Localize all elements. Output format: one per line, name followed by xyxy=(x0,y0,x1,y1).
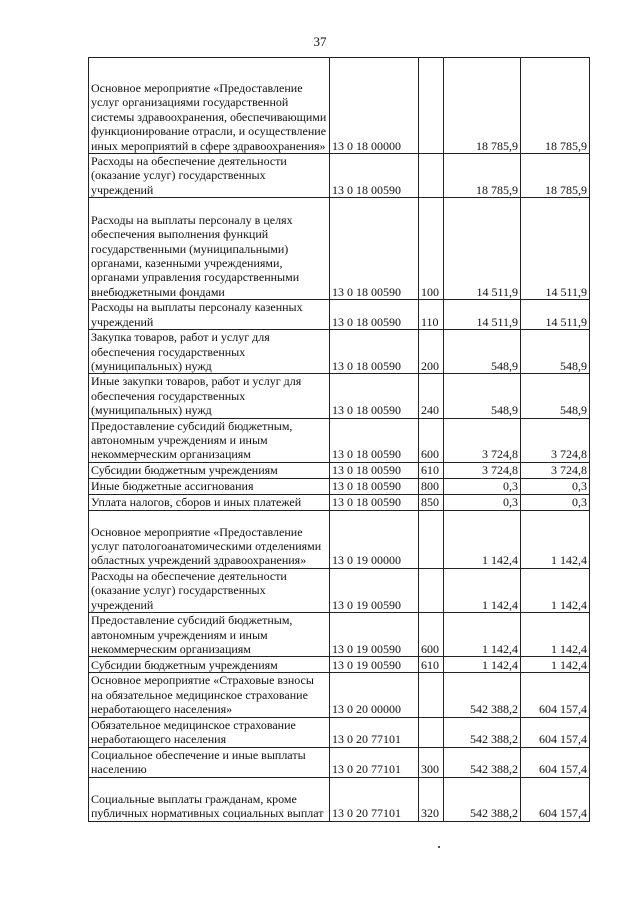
row-value-2021-cell: 0,3 xyxy=(521,478,590,494)
row-name-cell: Расходы на обеспечение деятельности (оказание услуг) государственных учреждений xyxy=(89,154,330,198)
row-expense-type-cell: 610 xyxy=(419,462,444,478)
row-code-cell: 13 0 18 00590 xyxy=(330,374,419,418)
row-value-2021-cell: 604 157,4 xyxy=(521,777,590,821)
budget-table xyxy=(88,57,590,822)
row-value-2020-cell: 18 785,9 xyxy=(444,58,521,154)
table-row xyxy=(89,777,590,821)
row-value-2020-cell: 14 511,9 xyxy=(444,300,521,330)
scan-speck xyxy=(438,846,440,848)
row-expense-type-cell xyxy=(419,510,444,568)
row-value-2020-cell: 1 142,4 xyxy=(444,613,521,657)
row-value-2021-cell: 604 157,4 xyxy=(521,747,590,777)
table-row xyxy=(89,300,590,330)
row-value-2021-cell: 1 142,4 xyxy=(521,568,590,612)
table-row xyxy=(89,418,590,462)
row-code-cell: 13 0 19 00000 xyxy=(330,510,419,568)
row-name-cell: Расходы на выплаты персоналу казенных учреждений xyxy=(89,300,330,330)
row-expense-type-cell: 300 xyxy=(419,747,444,777)
row-value-2020-cell: 542 388,2 xyxy=(444,673,521,717)
row-name-cell: Иные бюджетные ассигнования xyxy=(89,478,330,494)
table-row xyxy=(89,494,590,510)
row-expense-type-cell: 110 xyxy=(419,300,444,330)
row-value-2020-cell: 18 785,9 xyxy=(444,154,521,198)
row-name-cell: Расходы на обеспечение деятельности (оказание услуг) государственных учреждений xyxy=(89,568,330,612)
row-value-2021-cell: 548,9 xyxy=(521,374,590,418)
row-code-cell: 13 0 18 00590 xyxy=(330,300,419,330)
row-code-cell: 13 0 20 00000 xyxy=(330,673,419,717)
row-name-cell: Социальные выплаты гражданам, кроме публичных нормативных социальных выплат xyxy=(89,777,330,821)
row-name-cell: Субсидии бюджетным учреждениям xyxy=(89,657,330,673)
row-code-cell: 13 0 20 77101 xyxy=(330,717,419,747)
table-row xyxy=(89,198,590,300)
row-value-2020-cell: 1 142,4 xyxy=(444,510,521,568)
table-row xyxy=(89,374,590,418)
table-row xyxy=(89,154,590,198)
row-name-cell: Предоставление субсидий бюджетным, автономным учреждениям и иным некоммерческим организациям xyxy=(89,613,330,657)
table-row xyxy=(89,462,590,478)
table-row xyxy=(89,673,590,717)
table-row xyxy=(89,568,590,612)
row-expense-type-cell: 610 xyxy=(419,657,444,673)
row-value-2020-cell: 14 511,9 xyxy=(444,198,521,300)
row-code-cell: 13 0 20 77101 xyxy=(330,747,419,777)
row-value-2021-cell: 14 511,9 xyxy=(521,198,590,300)
row-expense-type-cell: 600 xyxy=(419,418,444,462)
row-code-cell: 13 0 18 00000 xyxy=(330,58,419,154)
row-name-cell: Предоставление субсидий бюджетным, автономным учреждениям и иным некоммерческим организациям xyxy=(89,418,330,462)
row-value-2021-cell: 1 142,4 xyxy=(521,510,590,568)
table-row xyxy=(89,510,590,568)
row-name-cell: Уплата налогов, сборов и иных платежей xyxy=(89,494,330,510)
row-value-2021-cell: 548,9 xyxy=(521,330,590,374)
row-value-2020-cell: 3 724,8 xyxy=(444,418,521,462)
row-name-cell: Иные закупки товаров, работ и услуг для обеспечения государственных (муниципальных) нужд xyxy=(89,374,330,418)
row-name-cell: Социальное обеспечение и иные выплаты населению xyxy=(89,747,330,777)
row-value-2020-cell: 1 142,4 xyxy=(444,657,521,673)
table-row xyxy=(89,747,590,777)
table-body xyxy=(89,58,590,822)
row-expense-type-cell: 850 xyxy=(419,494,444,510)
row-code-cell: 13 0 18 00590 xyxy=(330,154,419,198)
table-row xyxy=(89,657,590,673)
row-value-2021-cell: 18 785,9 xyxy=(521,154,590,198)
row-value-2021-cell: 18 785,9 xyxy=(521,58,590,154)
row-expense-type-cell: 800 xyxy=(419,478,444,494)
row-name-cell: Закупка товаров, работ и услуг для обеспечения государственных (муниципальных) нужд xyxy=(89,330,330,374)
row-name-cell: Основное мероприятие «Предоставление услуг патологоанатомическими отделениями областных учреждений здравоохранения» xyxy=(89,510,330,568)
page-number: 37 xyxy=(313,34,327,49)
row-expense-type-cell: 100 xyxy=(419,198,444,300)
row-value-2021-cell: 1 142,4 xyxy=(521,657,590,673)
row-expense-type-cell: 320 xyxy=(419,777,444,821)
row-code-cell: 13 0 19 00590 xyxy=(330,568,419,612)
row-code-cell: 13 0 19 00590 xyxy=(330,657,419,673)
row-expense-type-cell: 200 xyxy=(419,330,444,374)
row-value-2021-cell: 3 724,8 xyxy=(521,418,590,462)
row-expense-type-cell xyxy=(419,568,444,612)
row-code-cell: 13 0 18 00590 xyxy=(330,330,419,374)
row-value-2021-cell: 1 142,4 xyxy=(521,613,590,657)
row-value-2021-cell: 3 724,8 xyxy=(521,462,590,478)
row-expense-type-cell xyxy=(419,673,444,717)
row-code-cell: 13 0 18 00590 xyxy=(330,198,419,300)
row-value-2020-cell: 542 388,2 xyxy=(444,747,521,777)
row-name-cell: Расходы на выплаты персоналу в целях обеспечения выполнения функций государственными (муниципальными) органами, казенными учреждениями, органами управления государственными внебюджетными фондами xyxy=(89,198,330,300)
row-code-cell: 13 0 20 77101 xyxy=(330,777,419,821)
table-row xyxy=(89,613,590,657)
table-row xyxy=(89,58,590,154)
row-code-cell: 13 0 18 00590 xyxy=(330,494,419,510)
row-expense-type-cell xyxy=(419,154,444,198)
row-value-2021-cell: 604 157,4 xyxy=(521,717,590,747)
row-name-cell: Основное мероприятие «Страховые взносы на обязательное медицинское страхование неработающего населения» xyxy=(89,673,330,717)
row-code-cell: 13 0 18 00590 xyxy=(330,478,419,494)
row-expense-type-cell: 240 xyxy=(419,374,444,418)
row-code-cell: 13 0 19 00590 xyxy=(330,613,419,657)
row-name-cell: Обязательное медицинское страхование неработающего населения xyxy=(89,717,330,747)
row-value-2020-cell: 548,9 xyxy=(444,374,521,418)
row-value-2021-cell: 0,3 xyxy=(521,494,590,510)
row-value-2021-cell: 604 157,4 xyxy=(521,673,590,717)
row-value-2020-cell: 542 388,2 xyxy=(444,717,521,747)
row-expense-type-cell xyxy=(419,58,444,154)
row-value-2020-cell: 0,3 xyxy=(444,478,521,494)
row-value-2020-cell: 548,9 xyxy=(444,330,521,374)
row-value-2021-cell: 14 511,9 xyxy=(521,300,590,330)
table-row xyxy=(89,717,590,747)
row-code-cell: 13 0 18 00590 xyxy=(330,462,419,478)
row-code-cell: 13 0 18 00590 xyxy=(330,418,419,462)
row-value-2020-cell: 542 388,2 xyxy=(444,777,521,821)
row-expense-type-cell: 600 xyxy=(419,613,444,657)
row-value-2020-cell: 1 142,4 xyxy=(444,568,521,612)
table-row xyxy=(89,478,590,494)
row-value-2020-cell: 3 724,8 xyxy=(444,462,521,478)
row-name-cell: Субсидии бюджетным учреждениям xyxy=(89,462,330,478)
table-row xyxy=(89,330,590,374)
row-value-2020-cell: 0,3 xyxy=(444,494,521,510)
row-expense-type-cell xyxy=(419,717,444,747)
row-name-cell: Основное мероприятие «Предоставление услуг организациями государственной системы здравоохранения, обеспечивающими функционирование отрасли, и осуществление иных мероприятий в сфере здравоохранения» xyxy=(89,58,330,154)
